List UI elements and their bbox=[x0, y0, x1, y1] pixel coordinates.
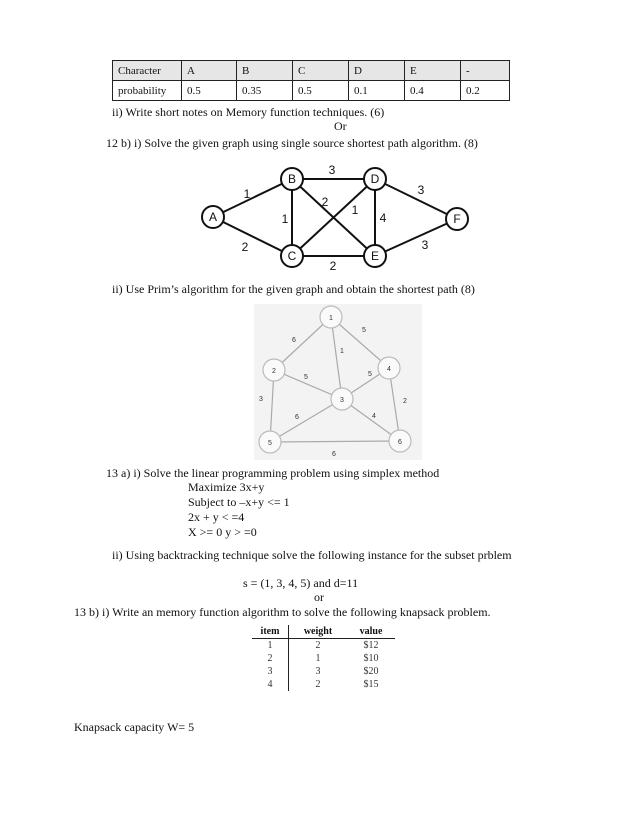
node-label: F bbox=[453, 212, 461, 226]
table-row bbox=[252, 665, 395, 678]
probability-table-row bbox=[113, 81, 510, 101]
node-label: 1 bbox=[329, 315, 333, 322]
table-cell: 3 bbox=[252, 665, 289, 678]
table-cell: D bbox=[349, 61, 405, 81]
table-cell: probability bbox=[113, 81, 182, 101]
question-13b-i: 13 b) i) Write an memory function algorithm to solve the following knapsack problem. bbox=[74, 605, 491, 619]
table-cell: - bbox=[461, 61, 510, 81]
table-cell: 3 bbox=[315, 666, 321, 677]
table-row bbox=[252, 639, 395, 653]
table-cell: 2 bbox=[315, 679, 321, 690]
lp-objective: Maximize 3x+y bbox=[188, 480, 265, 494]
node-label: A bbox=[208, 210, 218, 224]
edge-weight: 6 bbox=[295, 414, 299, 421]
edge-weight: 5 bbox=[362, 327, 366, 334]
edge-weight: 4 bbox=[372, 413, 376, 420]
node-label: B bbox=[287, 172, 297, 186]
edge-weight: 1 bbox=[340, 348, 344, 355]
graph-diagram-2 bbox=[254, 304, 422, 460]
edge-a-b bbox=[213, 179, 292, 217]
edge-weight: 3 bbox=[259, 396, 263, 403]
question-12b-i: 12 b) i) Solve the given graph using single source shortest path algorithm. (8) bbox=[106, 136, 478, 150]
edge-a-c bbox=[213, 217, 292, 256]
table-cell: 0.5 bbox=[182, 81, 237, 101]
lp-constraint: 2x + y < =4 bbox=[188, 510, 245, 524]
subset-instance: s = (1, 3, 4, 5) and d=11 bbox=[243, 576, 359, 590]
table-cell: C bbox=[293, 61, 349, 81]
table-cell: $10 bbox=[363, 653, 379, 664]
edge-weight: 2 bbox=[241, 240, 249, 254]
or-separator: Or bbox=[334, 119, 347, 133]
edge-weight: 2 bbox=[321, 195, 329, 209]
table-header-cell: item bbox=[252, 625, 289, 639]
lp-constraint: X >= 0 y > =0 bbox=[188, 525, 257, 539]
table-cell: $20 bbox=[363, 666, 379, 677]
question-13a-ii: ii) Using backtracking technique solve the following instance for the subset prblem bbox=[112, 548, 512, 562]
edge-weight: 5 bbox=[304, 374, 308, 381]
edge-weight: 5 bbox=[368, 371, 372, 378]
node-label: 4 bbox=[387, 366, 391, 373]
edge-weight: 1 bbox=[281, 212, 289, 226]
edge-d-f bbox=[375, 179, 457, 219]
lp-constraint: Subject to –x+y <= 1 bbox=[188, 495, 290, 509]
node-label: 5 bbox=[268, 440, 272, 447]
question-13a-i: 13 a) i) Solve the linear programming problem using simplex method bbox=[106, 466, 440, 480]
edge-weight: 2 bbox=[329, 259, 337, 273]
graph-diagram-1 bbox=[195, 158, 475, 278]
probability-table bbox=[112, 60, 510, 101]
table-cell: E bbox=[405, 61, 461, 81]
table-cell: $15 bbox=[363, 679, 379, 690]
node-label: 3 bbox=[340, 397, 344, 404]
question-11-ii: ii) Write short notes on Memory function techniques. (6) bbox=[112, 105, 385, 119]
knapsack-table bbox=[252, 625, 395, 691]
edge-weight: 3 bbox=[328, 163, 336, 177]
edge-e-f bbox=[375, 219, 457, 256]
edge-weight: 6 bbox=[332, 451, 336, 458]
table-cell: 1 bbox=[252, 639, 289, 653]
table-cell: 0.5 bbox=[293, 81, 349, 101]
table-cell: A bbox=[182, 61, 237, 81]
node-label: C bbox=[287, 249, 297, 263]
table-header-cell: value bbox=[347, 625, 395, 639]
or-separator: or bbox=[314, 590, 324, 604]
node-label: D bbox=[370, 172, 380, 186]
table-cell: 0.1 bbox=[349, 81, 405, 101]
table-cell: 2 bbox=[252, 652, 289, 665]
table-cell: Character bbox=[113, 61, 182, 81]
edge-weight: 2 bbox=[403, 398, 407, 405]
table-row bbox=[252, 652, 395, 665]
question-12b-ii: ii) Use Prim’s algorithm for the given graph and obtain the shortest path (8) bbox=[112, 282, 475, 296]
table-cell: 0.4 bbox=[405, 81, 461, 101]
node-label: 6 bbox=[398, 439, 402, 446]
table-cell: 0.35 bbox=[237, 81, 293, 101]
edge-weight: 1 bbox=[243, 187, 251, 201]
table-row bbox=[252, 678, 395, 691]
node-label: E bbox=[370, 249, 380, 263]
node-label: 2 bbox=[272, 368, 276, 375]
edge-weight: 1 bbox=[351, 203, 359, 217]
probability-table-header bbox=[113, 61, 510, 81]
edge-weight: 3 bbox=[421, 238, 429, 252]
knapsack-table-header bbox=[252, 625, 395, 639]
table-cell: 0.2 bbox=[461, 81, 510, 101]
edge-weight: 3 bbox=[417, 183, 425, 197]
table-cell: 4 bbox=[252, 678, 289, 691]
table-cell: 2 bbox=[315, 640, 321, 651]
edge-weight: 4 bbox=[379, 211, 387, 225]
table-header-cell: weight bbox=[289, 625, 348, 639]
edge-weight: 6 bbox=[292, 337, 296, 344]
table-cell: B bbox=[237, 61, 293, 81]
table-cell: 1 bbox=[315, 653, 321, 664]
knapsack-capacity: Knapsack capacity W= 5 bbox=[74, 720, 195, 734]
table-cell: $12 bbox=[363, 640, 379, 651]
